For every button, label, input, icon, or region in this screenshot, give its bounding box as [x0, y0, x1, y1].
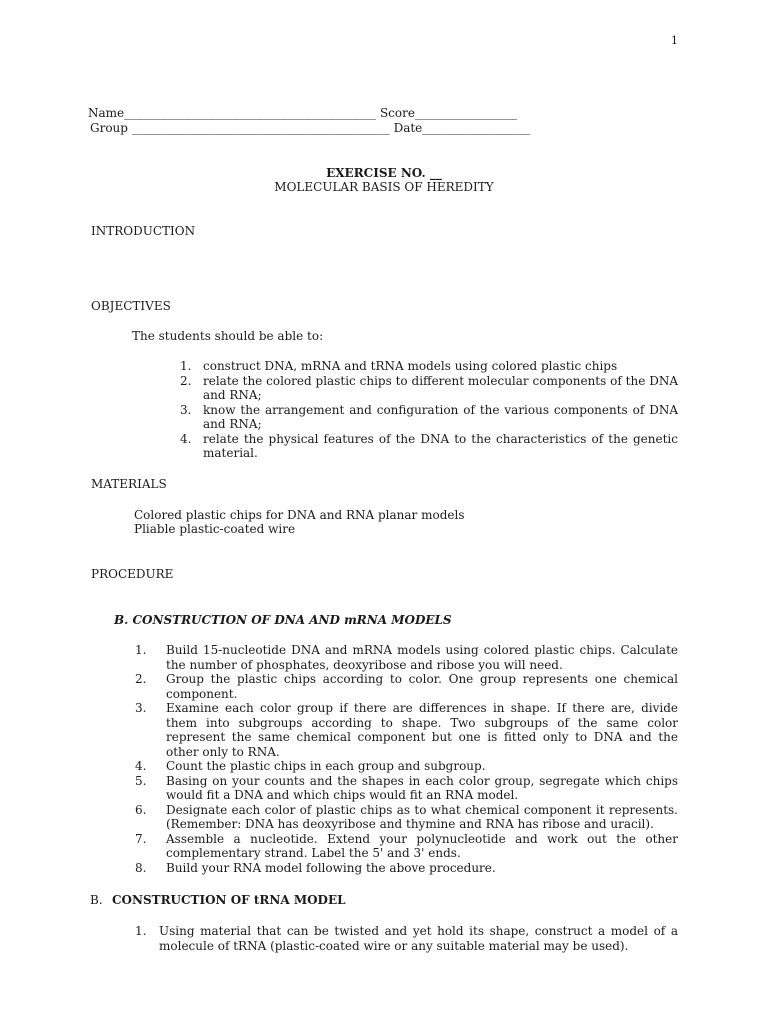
- step-number: 1.: [135, 643, 147, 657]
- group-date-line: Group ___________________________________________ Date__________________: [90, 121, 531, 135]
- objective-number: 3.: [180, 402, 192, 417]
- material-item: Pliable plastic-coated wire: [134, 522, 296, 536]
- objectives-list: [180, 359, 678, 461]
- procedure-step: [135, 643, 678, 672]
- step-number: 7.: [135, 831, 147, 846]
- step-text: Basing on your counts and the shapes in each color group, segregate which chips would fit a DNA and which chips would fit an RNA model.: [166, 773, 678, 802]
- procedure-step: [135, 924, 678, 953]
- procedure-step: [135, 672, 678, 701]
- step-number: 1.: [135, 924, 147, 938]
- materials-heading: MATERIALS: [91, 477, 167, 491]
- name-score-line: Name__________________________________________ Score_________________: [88, 106, 517, 120]
- part-c-letter: B.: [90, 893, 103, 907]
- procedure-step: [135, 759, 678, 774]
- step-number: 6.: [135, 802, 147, 817]
- procedure-steps-list: [135, 643, 678, 875]
- objective-item: [180, 402, 678, 432]
- objective-number: 1.: [180, 359, 192, 373]
- objective-text: relate the colored plastic chips to different molecular components of the DNA and RNA;: [203, 373, 678, 402]
- step-text: Assemble a nucleotide. Extend your polynucleotide and work out the other complementary strand. Label the 5' and 3' ends.: [166, 831, 678, 860]
- procedure-step: [135, 860, 678, 876]
- procedure-step: [135, 802, 678, 832]
- objective-item: [180, 359, 678, 374]
- part-c-heading: CONSTRUCTION OF tRNA MODEL: [112, 893, 346, 907]
- material-item: Colored plastic chips for DNA and RNA planar models: [134, 508, 465, 522]
- objective-text: construct DNA, mRNA and tRNA models using colored plastic chips: [203, 359, 618, 373]
- procedure-step: [135, 831, 678, 861]
- exercise-title: EXERCISE NO. __: [326, 166, 442, 180]
- step-text: Group the plastic chips according to color. One group represents one chemical component.: [166, 672, 678, 701]
- step-number: 5.: [135, 773, 147, 788]
- objective-text: know the arrangement and configuration of the various components of DNA and RNA;: [203, 402, 678, 431]
- objective-number: 2.: [180, 373, 192, 388]
- step-number: 8.: [135, 860, 147, 875]
- step-text: Using material that can be twisted and yet hold its shape, construct a model of a molecule of tRNA (plastic-coated wire or any suitable material may be used).: [159, 924, 678, 953]
- page-number: 1: [671, 34, 678, 47]
- procedure-step: [135, 773, 678, 803]
- introduction-heading: INTRODUCTION: [91, 224, 196, 238]
- step-number: 4.: [135, 759, 147, 773]
- objective-text: relate the physical features of the DNA to the characteristics of the genetic material.: [203, 431, 678, 460]
- procedure-heading: PROCEDURE: [91, 567, 174, 581]
- objectives-heading: OBJECTIVES: [91, 299, 171, 313]
- step-text: Designate each color of plastic chips as to what chemical component it represents. (Remember: DNA has deoxyribose and thymine and RNA has ribose and uracil).: [166, 802, 678, 831]
- step-number: 2.: [135, 672, 147, 686]
- part-b-heading: B. CONSTRUCTION OF DNA AND mRNA MODELS: [114, 613, 452, 627]
- objectives-lead: The students should be able to:: [132, 329, 324, 343]
- objective-item: [180, 373, 678, 403]
- objective-item: [180, 431, 678, 461]
- exercise-subtitle: MOLECULAR BASIS OF HEREDITY: [274, 180, 494, 194]
- step-text: Count the plastic chips in each group and subgroup.: [166, 759, 486, 773]
- procedure-step: [135, 701, 678, 759]
- objective-number: 4.: [180, 431, 192, 446]
- trna-steps-list: [135, 924, 678, 953]
- step-number: 3.: [135, 701, 147, 715]
- step-text: Build 15-nucleotide DNA and mRNA models using colored plastic chips. Calculate the number of phosphates, deoxyribose and ribose you will need.: [166, 643, 678, 672]
- step-text: Examine each color group if there are differences in shape. If there are, divide them into subgroups according to shape. Two subgroups of the same color represent the same chemical component but one is fitted only to DNA and the other only to RNA.: [166, 701, 678, 759]
- step-text: Build your RNA model following the above procedure.: [166, 860, 496, 875]
